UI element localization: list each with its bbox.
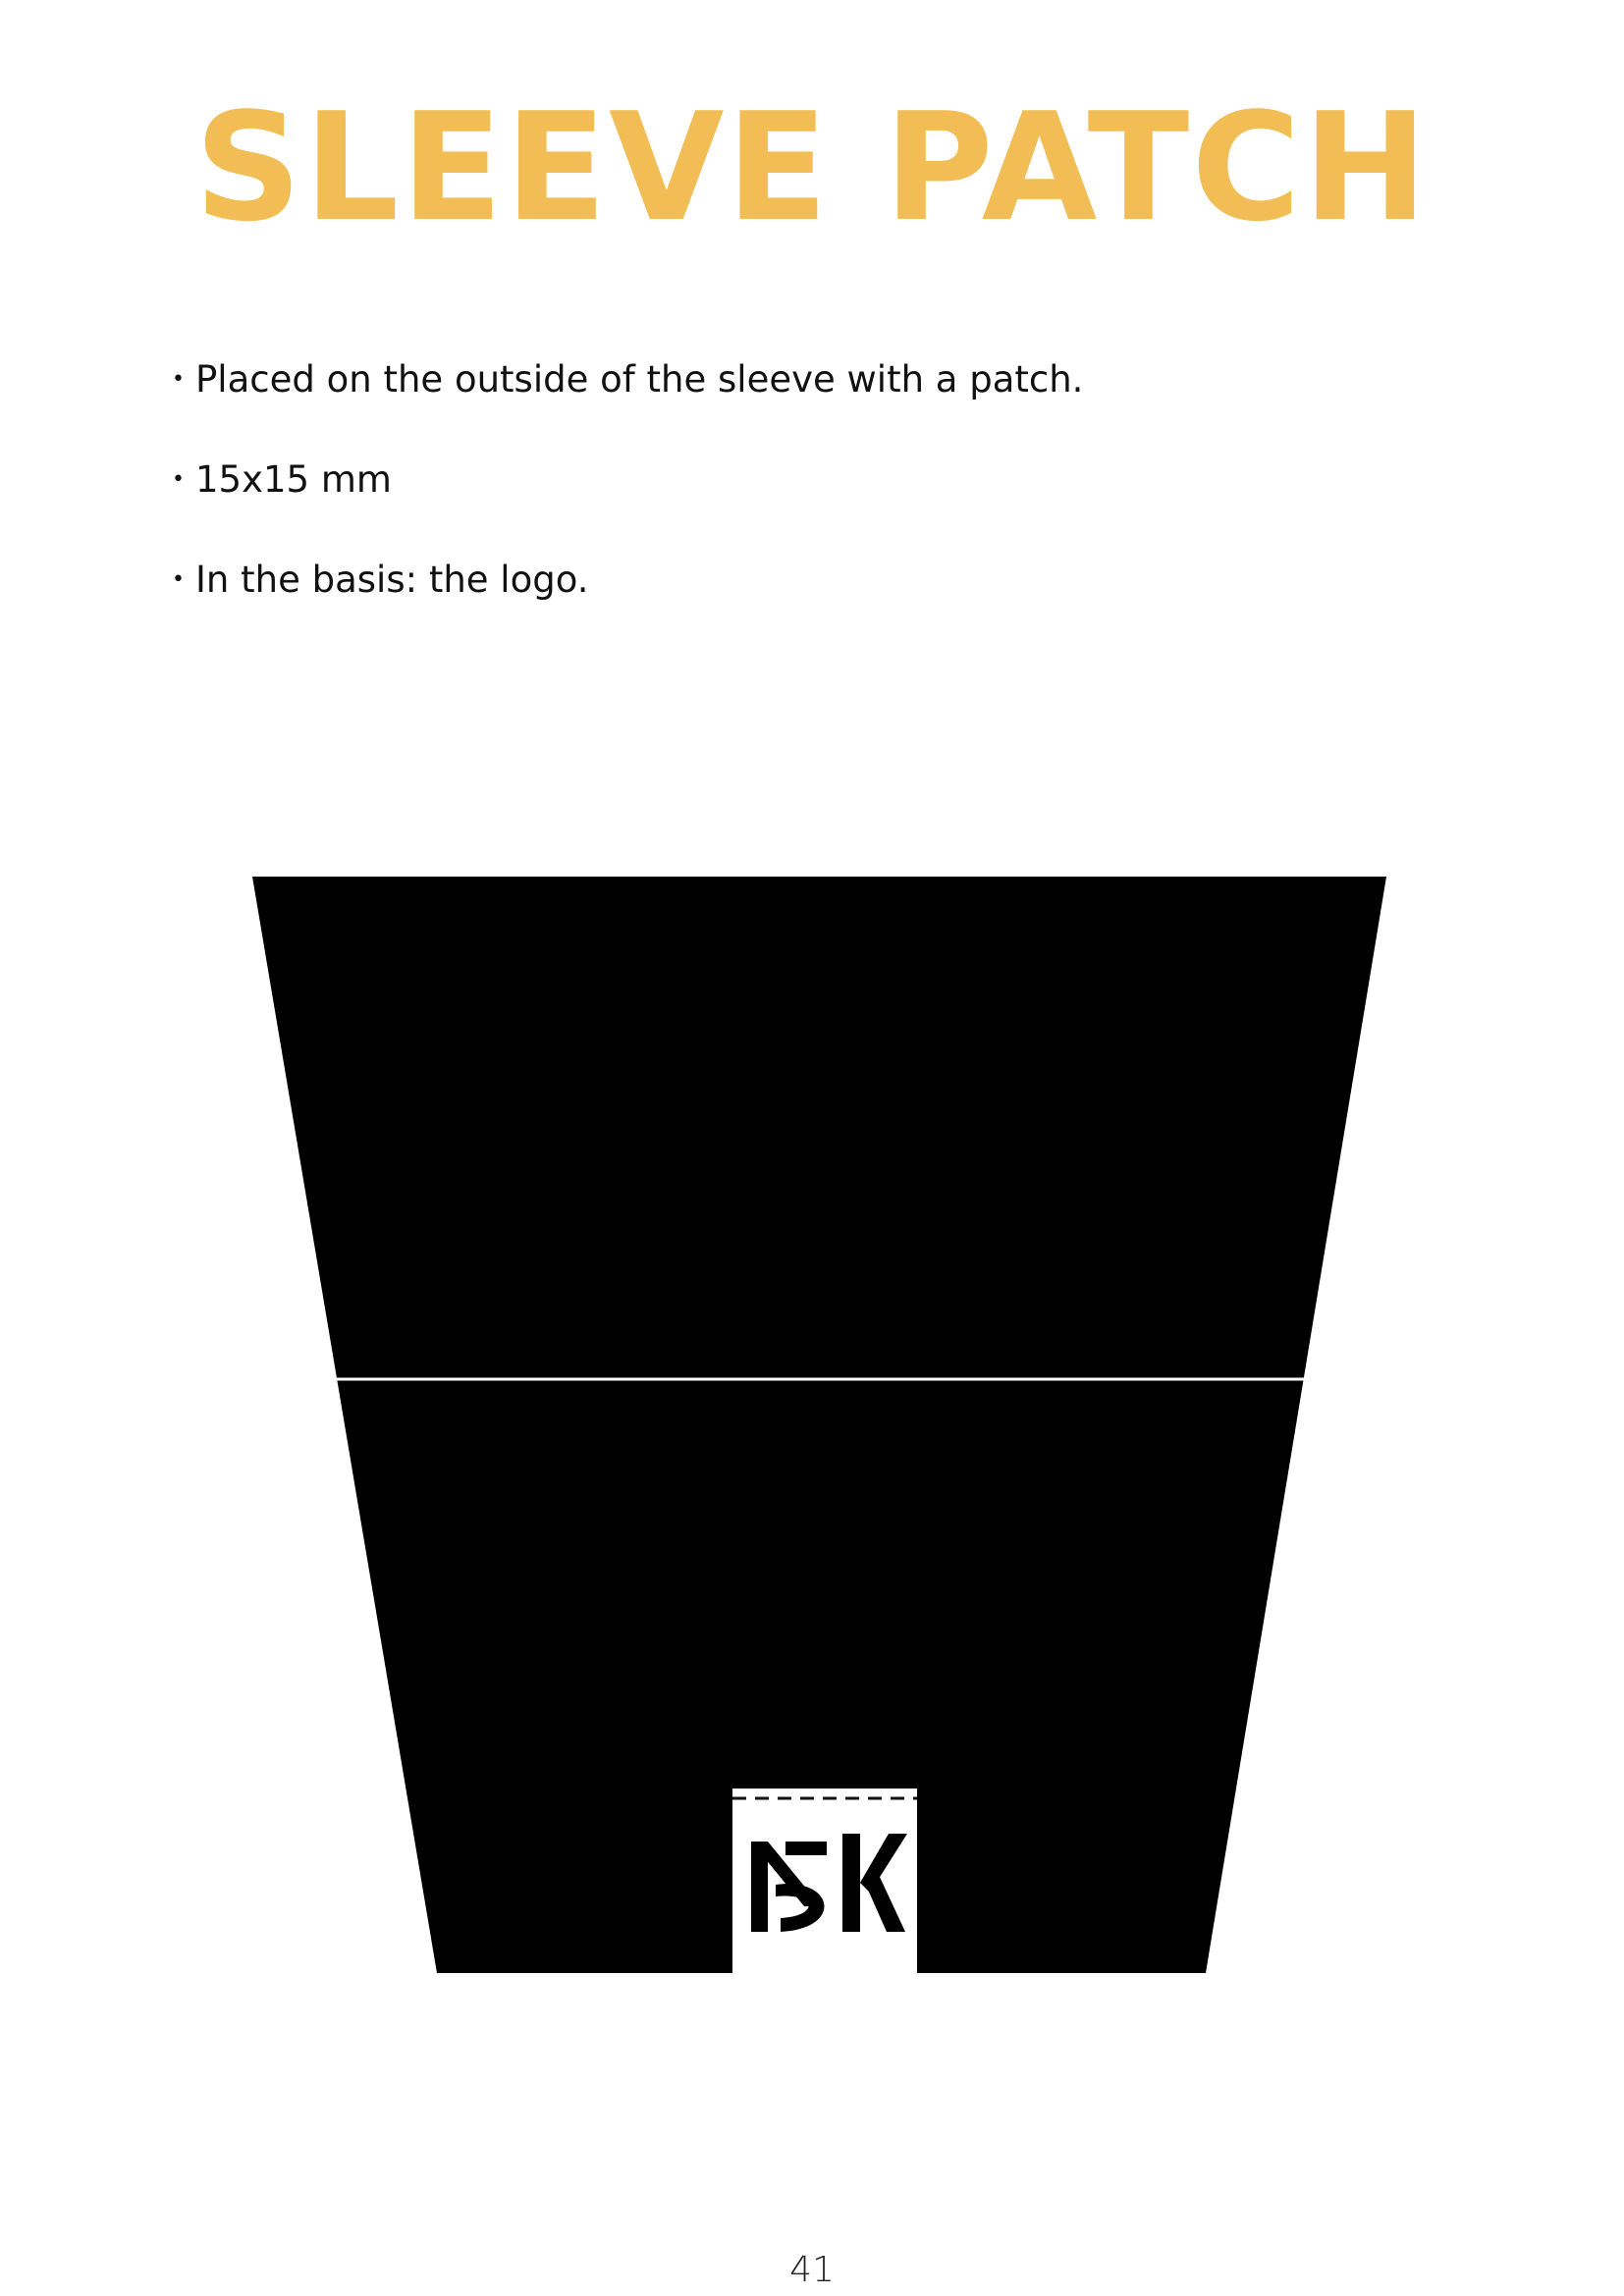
bullet-text: In the basis: the logo. [195,559,589,601]
bullet-text: Placed on the outside of the sleeve with a patch. [195,358,1084,400]
bullet-dot-icon: • [172,467,185,492]
page-title: SLEEVE PATCH [193,80,1431,254]
bullet-dot-icon: • [172,367,185,392]
bullet-text: 15x15 mm [195,458,392,501]
page-number: 41 [789,2250,835,2290]
bullet-dot-icon: • [172,567,185,592]
